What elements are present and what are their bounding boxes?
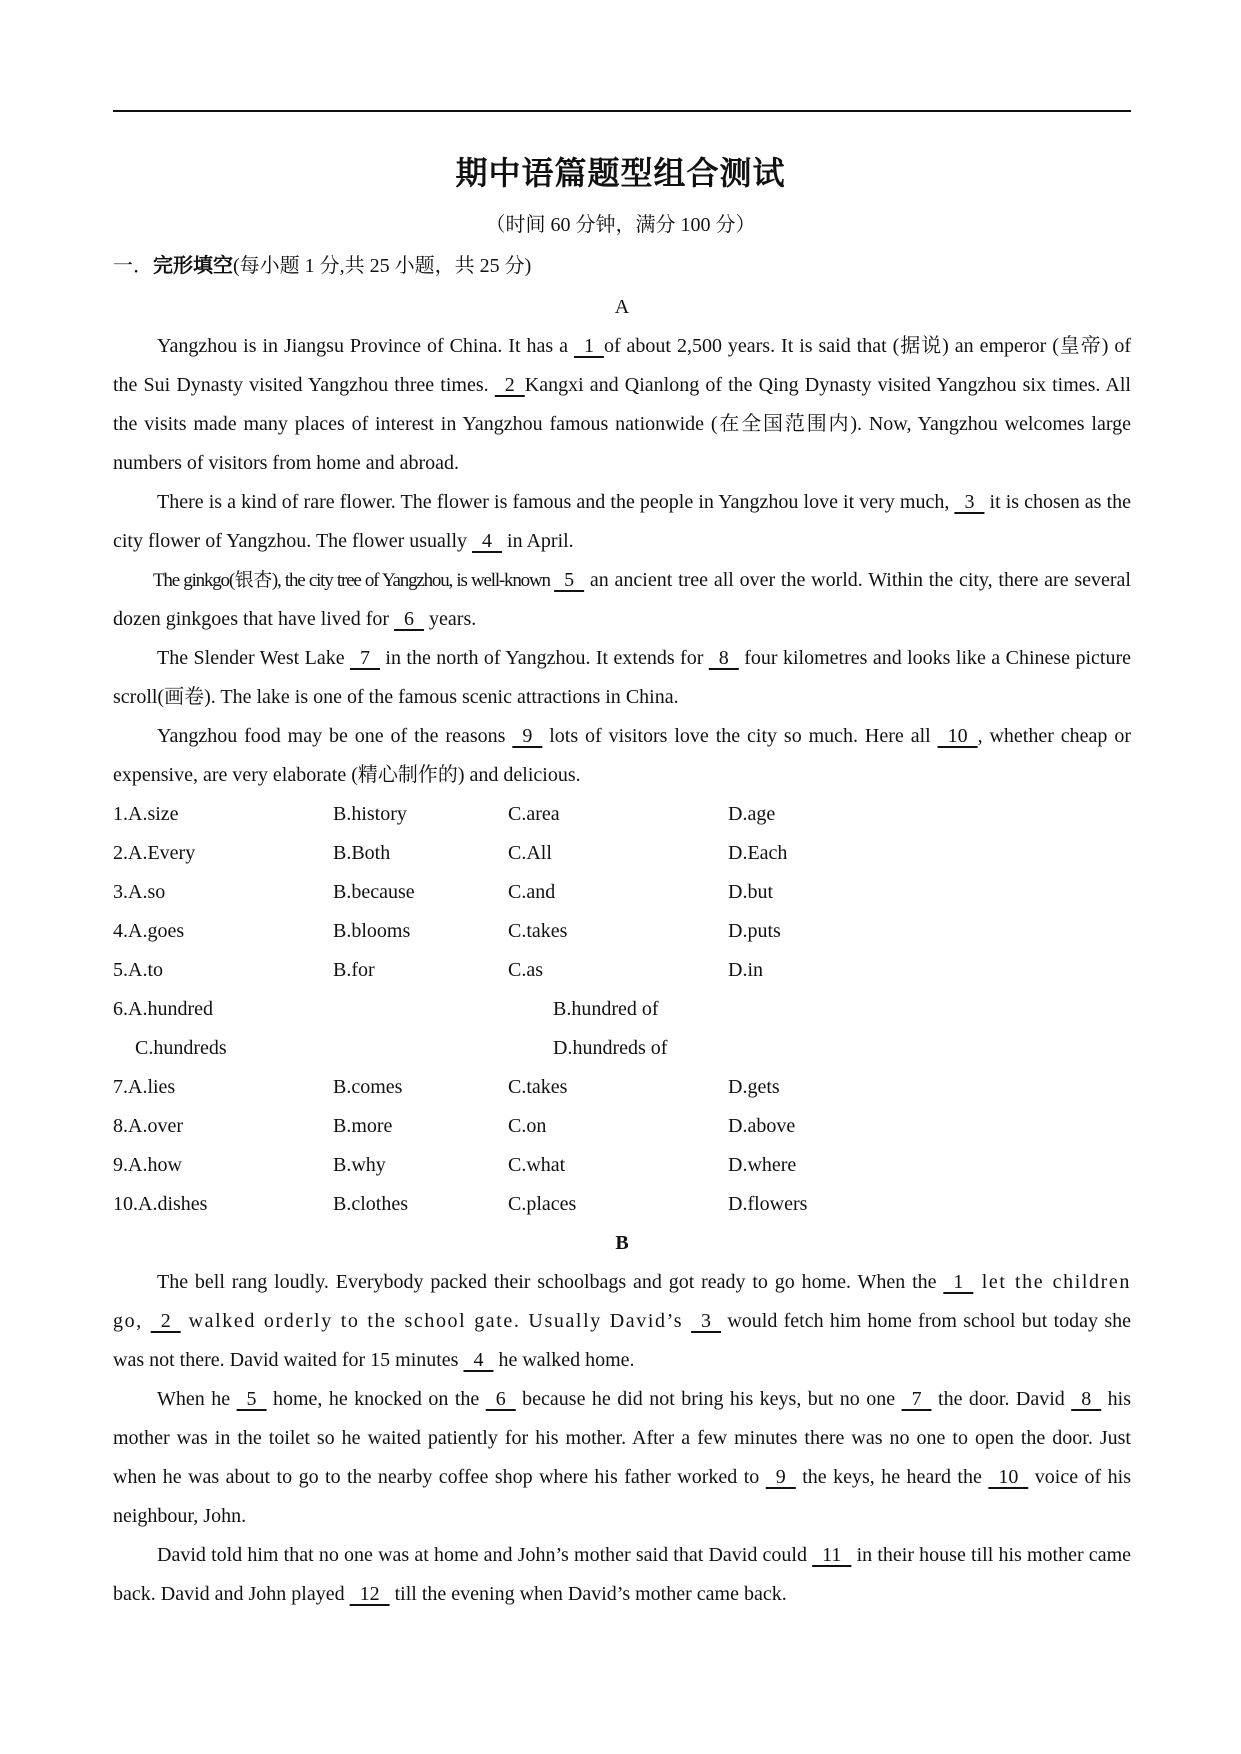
option[interactable]: D.puts [728, 920, 781, 942]
option[interactable]: B.clothes [333, 1193, 408, 1215]
text: till the evening when David’s mother came back. [389, 1583, 787, 1605]
option[interactable]: B.comes [333, 1076, 403, 1098]
option[interactable]: B.more [333, 1115, 393, 1137]
blank-b6[interactable]: 6 [485, 1388, 516, 1410]
text: the door. David [931, 1388, 1072, 1410]
section-prefix: 一． [113, 255, 153, 277]
option[interactable]: D.gets [728, 1076, 780, 1098]
part-a-paragraph-2 [113, 483, 1131, 561]
option[interactable]: C.places [508, 1193, 577, 1215]
option[interactable]: C.All [508, 842, 552, 864]
option[interactable]: D.Each [728, 842, 788, 864]
part-b-paragraph-1 [113, 1263, 1131, 1380]
text: years. [424, 608, 477, 630]
option[interactable]: B.why [333, 1154, 386, 1176]
blank-b1[interactable]: 1 [943, 1271, 974, 1293]
text: The Slender West Lake [157, 647, 350, 669]
blank-1[interactable]: 1 [573, 335, 604, 357]
option[interactable]: B.blooms [333, 920, 411, 942]
blank-b11[interactable]: 11 [812, 1544, 852, 1566]
blank-5[interactable]: 5 [554, 569, 585, 591]
option[interactable]: 7.A.lies [113, 1076, 176, 1098]
option[interactable]: 1.A.size [113, 803, 179, 825]
part-b-label: B [615, 1232, 629, 1254]
part-a-paragraph-1 [113, 327, 1131, 483]
option[interactable]: D.above [728, 1115, 796, 1137]
text: because he did not bring his keys, but no one [515, 1388, 902, 1410]
text: lots of visitors love the city so much. Here all [542, 725, 938, 747]
option[interactable]: 10.A.dishes [113, 1193, 208, 1215]
section-note: (每小题 1 分,共 25 小题，共 25 分) [233, 255, 532, 277]
text: home, he knocked on the [266, 1388, 486, 1410]
part-a-paragraph-4 [113, 639, 1131, 717]
blank-b7[interactable]: 7 [901, 1388, 932, 1410]
blank-2[interactable]: 2 [494, 374, 525, 396]
blank-9[interactable]: 9 [512, 725, 543, 747]
blank-8[interactable]: 8 [708, 647, 739, 669]
section-heading [113, 249, 531, 278]
text: Yangzhou food may be one of the reasons [157, 725, 513, 747]
blank-b5[interactable]: 5 [236, 1388, 267, 1410]
blank-b2[interactable]: 2 [150, 1310, 181, 1332]
blank-3[interactable]: 3 [954, 491, 985, 513]
option[interactable]: 5.A.to [113, 959, 163, 981]
blank-b8[interactable]: 8 [1071, 1388, 1102, 1410]
options-list-2 [113, 1068, 1131, 1224]
part-a-paragraph-5 [113, 717, 1131, 795]
text: , whether cheap or expensive, are very elaborate (精心制作的) and delicious. [113, 725, 1131, 786]
option[interactable]: C.area [508, 803, 560, 825]
text: an ancient tree all over the world. Within the city, there are several dozen ginkgoes that have lived for [113, 569, 1131, 630]
option[interactable]: 2.A.Every [113, 842, 196, 864]
text: let the children go, [113, 1271, 1131, 1332]
text: walked orderly to the school gate. Usually David’s [180, 1310, 692, 1332]
option[interactable]: 8.A.over [113, 1115, 183, 1137]
text: in the north of Yangzhou. It extends for [380, 647, 709, 669]
option[interactable]: D.flowers [728, 1193, 808, 1215]
header-rule [113, 110, 1131, 112]
option[interactable]: 6.A.hundred [113, 998, 213, 1020]
option[interactable]: B.Both [333, 842, 391, 864]
text: in their house till his mother came back. David and John played [113, 1544, 1131, 1605]
text: four kilometres and looks like a Chinese picture scroll(画卷). The lake is one of the famous scenic attractions in China. [113, 647, 1131, 708]
blank-10[interactable]: 10 [937, 725, 978, 747]
blank-b12[interactable]: 12 [349, 1583, 390, 1605]
options-list-1 [113, 795, 1131, 990]
text: of about 2,500 years. It is said that (据说) an emperor (皇帝) of the Sui Dynasty visited Yangzhou three times. [113, 335, 1131, 396]
text: Kangxi and Qianlong of the Qing Dynasty visited Yangzhou six times. All the visits made many places of interest in Yangzhou famous nationwide (在全国范围内). Now, Yangzhou welcomes large numbers of visitors from home and abroad. [113, 374, 1131, 474]
option[interactable]: B.for [333, 959, 375, 981]
blank-6[interactable]: 6 [394, 608, 425, 630]
option[interactable]: C.takes [508, 920, 568, 942]
text: David told him that no one was at home and John’s mother said that David could [157, 1544, 813, 1566]
blank-b9[interactable]: 9 [765, 1466, 796, 1488]
text: The ginkgo(银杏), the city tree of Yangzhou, is well-known [153, 570, 555, 591]
page-subtitle: （时间 60 分钟，满分 100 分） [485, 214, 756, 236]
option[interactable]: D.where [728, 1154, 797, 1176]
text: would fetch him home from school but today she was not there. David waited for 15 minutes [113, 1310, 1131, 1371]
text: the keys, he heard the [795, 1466, 989, 1488]
option[interactable]: C.and [508, 881, 556, 903]
text: it is chosen as the city flower of Yangzhou. The flower usually [113, 491, 1131, 552]
option[interactable]: D.hundreds of [553, 1037, 668, 1059]
text: The bell rang loudly. Everybody packed their schoolbags and got ready to go home. When the [157, 1271, 944, 1293]
text: his mother was in the toilet so he waited patiently for his mother. After a few minutes there was no one to open the door. Just when he was about to go to the nearby coffee shop where his father worked to [113, 1388, 1132, 1488]
option[interactable]: 9.A.how [113, 1154, 182, 1176]
option[interactable]: C.what [508, 1154, 566, 1176]
text: in April. [502, 530, 574, 552]
blank-7[interactable]: 7 [350, 647, 380, 669]
text: he walked home. [493, 1349, 635, 1371]
options-list-6 [113, 990, 1131, 1068]
option[interactable]: 4.A.goes [113, 920, 185, 942]
option[interactable]: 3.A.so [113, 881, 166, 903]
option[interactable]: D.age [728, 803, 776, 825]
section-name: 完形填空 [153, 253, 233, 277]
option[interactable]: C.hundreds [135, 1037, 227, 1059]
text: When he [157, 1388, 237, 1410]
option[interactable]: C.as [508, 959, 543, 981]
option[interactable]: D.in [728, 959, 763, 981]
text: voice of his neighbour, John. [113, 1466, 1131, 1527]
blank-b4[interactable]: 4 [463, 1349, 494, 1371]
text: There is a kind of rare flower. The flower is famous and the people in Yangzhou love it very much, [157, 491, 955, 513]
option[interactable]: B.because [333, 881, 415, 903]
option[interactable]: C.takes [508, 1076, 568, 1098]
blank-4[interactable]: 4 [472, 530, 503, 552]
part-a-label: A [614, 296, 630, 318]
option[interactable]: B.hundred of [553, 998, 659, 1020]
document-body [113, 288, 1131, 1614]
part-a-paragraph-3 [113, 561, 1131, 639]
option[interactable]: C.on [508, 1115, 547, 1137]
option[interactable]: B.history [333, 803, 407, 825]
page-title: 期中语篇题型组合测试 [455, 154, 786, 192]
option[interactable]: D.but [728, 881, 773, 903]
text: Yangzhou is in Jiangsu Province of China. It has a [157, 335, 574, 357]
blank-b10[interactable]: 10 [988, 1466, 1029, 1488]
part-b-paragraph-3 [113, 1536, 1131, 1614]
part-b-paragraph-2 [113, 1380, 1131, 1536]
blank-b3[interactable]: 3 [691, 1310, 722, 1332]
